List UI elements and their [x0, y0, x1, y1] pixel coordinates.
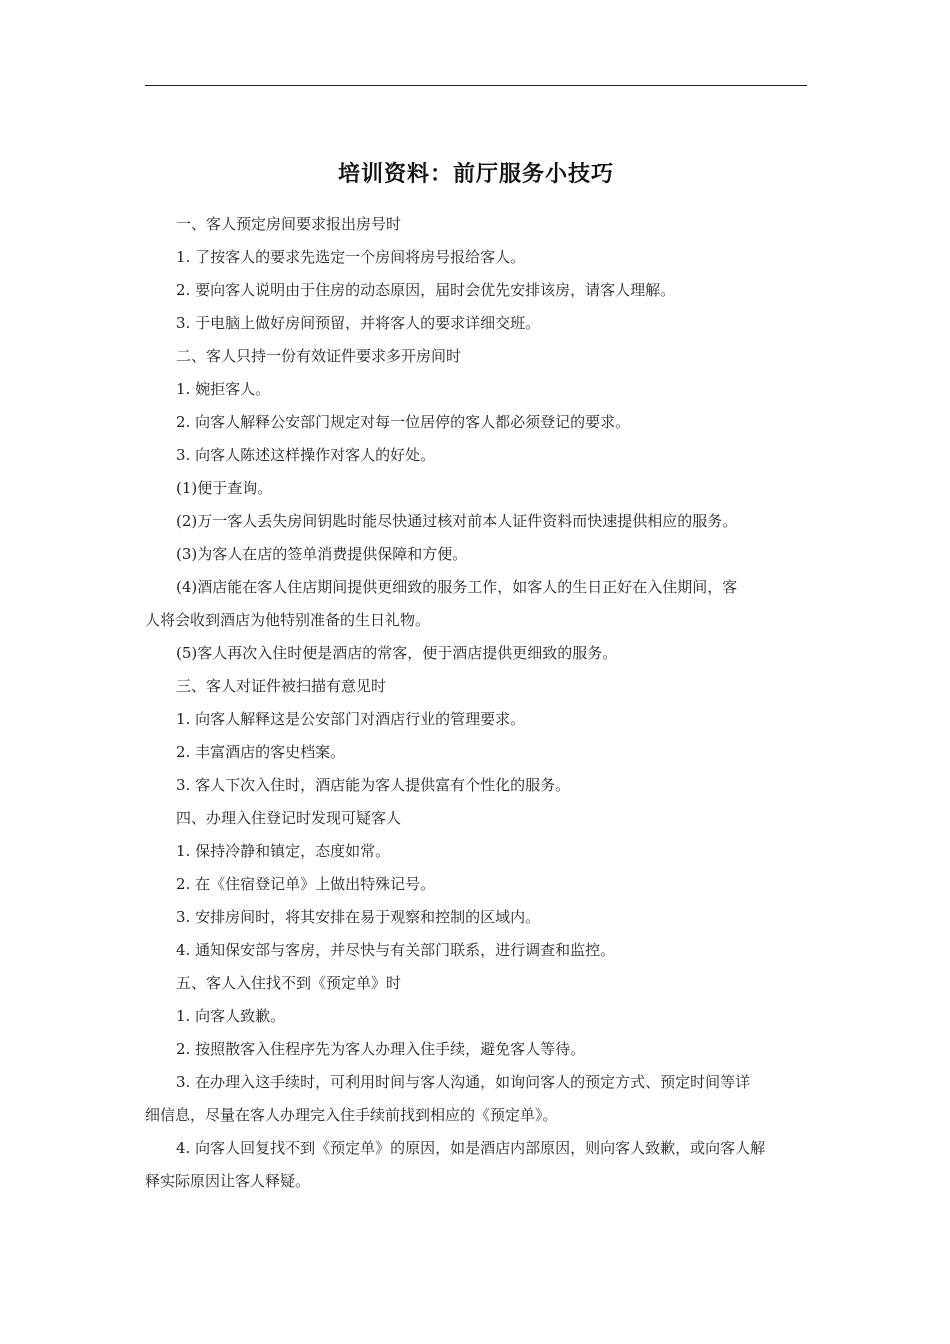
paragraph-line: 三、客人对证件被扫描有意见时	[176, 677, 387, 695]
paragraph-line: 二、客人只持一份有效证件要求多开房间时	[176, 347, 462, 365]
paragraph-line: 1. 保持冷静和镇定，态度如常。	[176, 842, 391, 860]
header-rule	[145, 85, 807, 86]
paragraph-line: 4. 向客人回复找不到《预定单》的原因，如是酒店内部原因，则向客人致歉，或向客人解	[176, 1139, 766, 1157]
page-title: 培训资料：前厅服务小技巧	[337, 162, 614, 187]
paragraph-line: 2. 要向客人说明由于住房的动态原因，届时会优先安排该房，请客人理解。	[176, 281, 676, 299]
paragraph-line: 3. 于电脑上做好房间预留，并将客人的要求详细交班。	[176, 314, 541, 332]
paragraph-line: 1. 向客人解释这是公安部门对酒店行业的管理要求。	[176, 710, 526, 728]
paragraph-line: 3. 在办理入这手续时，可利用时间与客人沟通，如询问客人的预定方式、预定时间等详	[176, 1073, 751, 1091]
paragraph-line: 四、办理入住登记时发现可疑客人	[176, 809, 402, 827]
paragraph-line: 一、客人预定房间要求报出房号时	[176, 215, 402, 233]
paragraph-line: 2. 向客人解释公安部门规定对每一位居停的客人都必须登记的要求。	[176, 413, 631, 431]
paragraph-line: (1)便于查询。	[176, 479, 273, 497]
paragraph-line: 1. 向客人致歉。	[176, 1007, 286, 1025]
paragraph-line: (5)客人再次入住时便是酒店的常客，便于酒店提供更细致的服务。	[176, 644, 618, 662]
paragraph-line: 2. 丰富酒店的客史档案。	[176, 743, 346, 761]
paragraph-line: 1. 了按客人的要求先选定一个房间将房号报给客人。	[176, 248, 526, 266]
paragraph-line: (4)酒店能在客人住店期间提供更细致的服务工作，如客人的生日正好在入住期间，客	[176, 578, 738, 596]
paragraph-line: (2)万一客人丢失房间钥匙时能尽快通过核对前本人证件资料而快速提供相应的服务。	[176, 512, 738, 530]
paragraph-line: 2. 在《住宿登记单》上做出特殊记号。	[176, 875, 436, 893]
paragraph-line: 五、客人入住找不到《预定单》时	[176, 974, 402, 992]
paragraph-line: 1. 婉拒客人。	[176, 380, 271, 398]
paragraph-line: 细信息，尽量在客人办理完入住手续前找到相应的《预定单》。	[145, 1106, 558, 1124]
paragraph-line: 3. 向客人陈述这样操作对客人的好处。	[176, 446, 436, 464]
paragraph-line: 3. 安排房间时，将其安排在易于观察和控制的区域内。	[176, 908, 541, 926]
paragraph-line: 人将会收到酒店为他特别准备的生日礼物。	[145, 611, 431, 629]
paragraph-line: 2. 按照散客入住程序先为客人办理入住手续，避免客人等待。	[176, 1040, 586, 1058]
document-body	[145, 208, 807, 1198]
paragraph-line: (3)为客人在店的签单消费提供保障和方便。	[176, 545, 468, 563]
paragraph-line: 释实际原因让客人释疑。	[145, 1172, 311, 1190]
paragraph-line: 3. 客人下次入住时，酒店能为客人提供富有个性化的服务。	[176, 776, 571, 794]
paragraph-line: 4. 通知保安部与客房，并尽快与有关部门联系，进行调查和监控。	[176, 941, 616, 959]
